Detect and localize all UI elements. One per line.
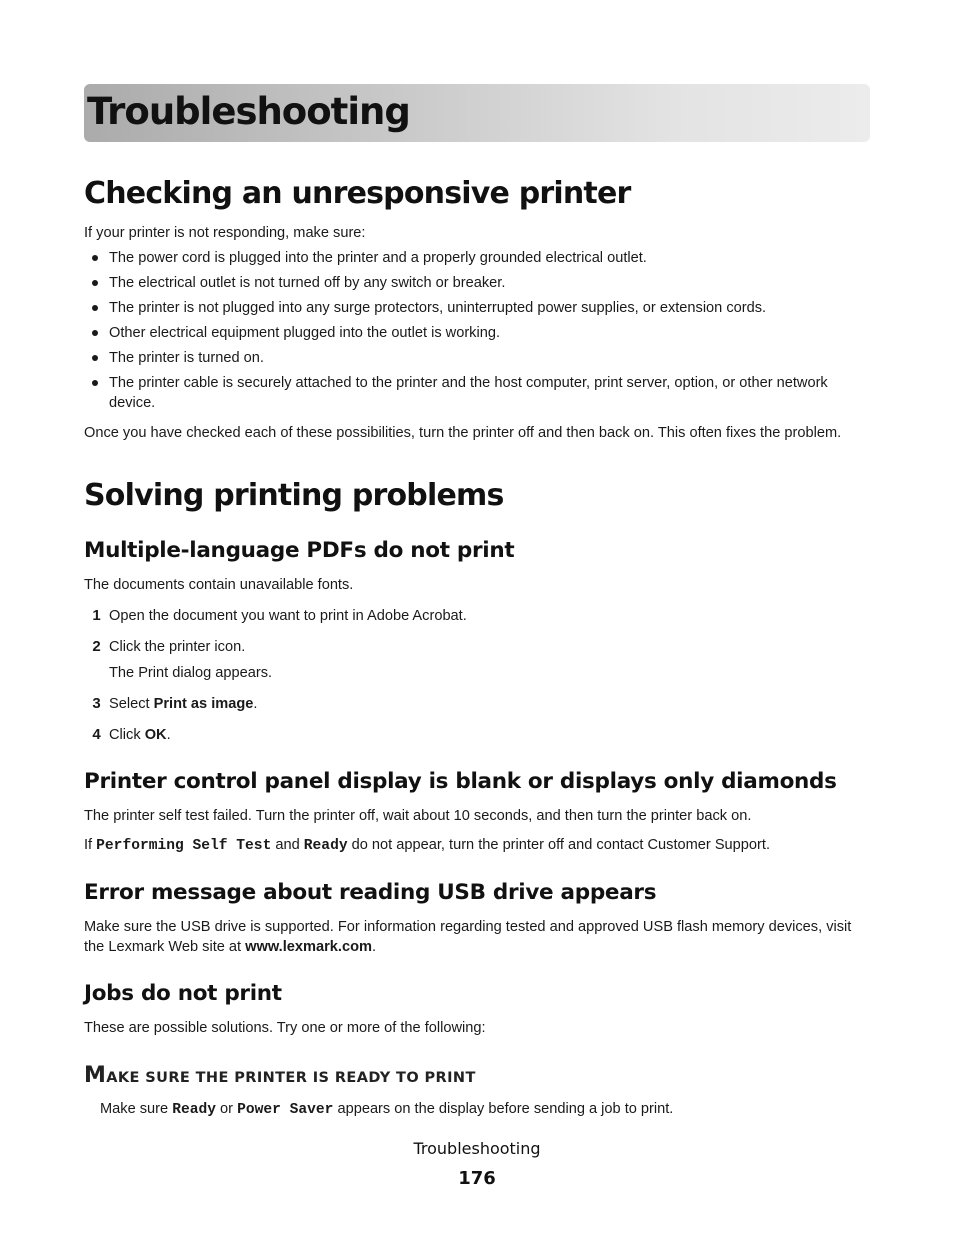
section-heading-unresponsive: Checking an unresponsive printer — [84, 176, 631, 211]
footer-page-number: 176 — [458, 1168, 496, 1189]
section-heading-printing: Solving printing problems — [84, 478, 504, 513]
step-emphasis: OK — [144, 727, 167, 743]
footer-chapter-label: Troubleshooting — [413, 1139, 541, 1158]
text-run: or — [215, 1101, 238, 1117]
step-text: Click the printer icon. — [109, 639, 246, 655]
step-2 — [84, 637, 245, 657]
text-run: . — [371, 939, 377, 955]
step-4 — [84, 725, 171, 745]
lexmark-link[interactable]: www.lexmark.com — [245, 939, 372, 955]
step-number: 1 — [92, 607, 101, 624]
subheading-multilang-pdfs: Multiple-language PDFs do not print — [84, 538, 515, 563]
blank-display-para2 — [84, 835, 874, 856]
blank-display-para1: The printer self test failed. Turn the printer off, wait about 10 seconds, and then turn the printer back on. — [84, 808, 752, 824]
initial-cap: M — [84, 1063, 107, 1088]
unresponsive-checklist — [84, 248, 874, 418]
text-run: If — [84, 837, 97, 853]
jobs-ready-para — [100, 1099, 673, 1120]
step-2-result: The Print dialog appears. — [109, 665, 273, 681]
text-run: Make sure the USB drive is supported. For information regarding tested and approved USB flash memory devices, visit the Lexmark Web site at — [84, 919, 852, 955]
step-emphasis: Print as image — [153, 696, 254, 712]
jobs-intro: These are possible solutions. Try one or more of the following: — [84, 1020, 486, 1036]
list-item: The power cord is plugged into the printer and a properly grounded electrical outlet. — [84, 248, 874, 268]
subheading-jobs-do-not-print: Jobs do not print — [84, 981, 282, 1006]
step-punct: . — [253, 696, 258, 712]
code-ready: Ready — [303, 838, 348, 854]
usb-error-para — [84, 917, 874, 957]
step-punct: . — [166, 727, 171, 743]
subheading-printer-ready — [84, 1061, 476, 1093]
small-caps-text: AKE SURE THE PRINTER IS READY TO PRINT — [106, 1070, 476, 1086]
text-run: appears on the display before sending a job to print. — [333, 1101, 674, 1117]
list-item: Other electrical equipment plugged into the outlet is working. — [84, 323, 874, 343]
code-ready: Ready — [172, 1102, 216, 1118]
text-run: Make sure — [100, 1101, 173, 1117]
text-run: do not appear, turn the printer off and contact Customer Support. — [347, 837, 770, 853]
list-item: The electrical outlet is not turned off by any switch or breaker. — [84, 273, 874, 293]
step-3 — [84, 694, 257, 714]
step-number: 3 — [92, 695, 101, 712]
subheading-blank-display: Printer control panel display is blank or displays only diamonds — [84, 769, 837, 794]
chapter-title: Troubleshooting — [87, 90, 410, 133]
list-item: The printer is turned on. — [84, 348, 874, 368]
step-number: 4 — [92, 726, 101, 743]
step-text: Click — [109, 727, 145, 743]
subheading-usb-error: Error message about reading USB drive appears — [84, 880, 657, 905]
step-text: Select — [109, 696, 154, 712]
unresponsive-closing: Once you have checked each of these possibilities, turn the printer off and then back on. This often fixes the problem. — [84, 425, 842, 441]
step-text: Open the document you want to print in Adobe Acrobat. — [109, 608, 467, 624]
step-number: 2 — [92, 638, 101, 655]
step-1 — [84, 606, 467, 626]
text-run: and — [271, 837, 304, 853]
list-item: The printer is not plugged into any surge protectors, uninterrupted power supplies, or extension cords. — [84, 298, 874, 318]
code-performing-self-test: Performing Self Test — [96, 838, 272, 854]
list-item: The printer cable is securely attached to the printer and the host computer, print server, option, or other network device. — [84, 373, 874, 413]
code-power-saver: Power Saver — [237, 1102, 334, 1118]
unresponsive-intro: If your printer is not responding, make sure: — [84, 225, 366, 241]
multilang-intro: The documents contain unavailable fonts. — [84, 577, 354, 593]
